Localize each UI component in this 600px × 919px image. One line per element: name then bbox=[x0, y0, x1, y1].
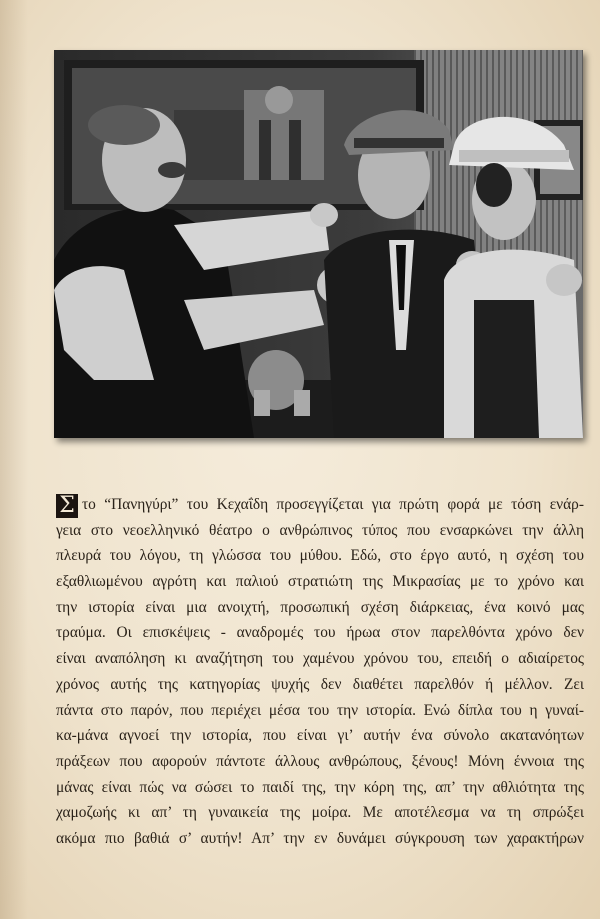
article-line: την ιστορία είναι μια ανοιχτή, προσωπική σχέση διάρκειας, ένα κοινό μας bbox=[56, 598, 584, 616]
article-line: γεια στο νεοελληνικό θέατρο ο ανθρώπινος τύπος που ενσαρκώνει την άλλη bbox=[56, 521, 584, 539]
drop-cap: Σ bbox=[56, 494, 78, 518]
article-line: πλευρά του λόγου, τη γλώσσα του μύθου. Εδώ, στο έργο αυτό, η σχέση του bbox=[56, 547, 584, 565]
article-line: το “Πανηγύρι” του Κεχαΐδη προσεγγίζεται για πρώτη φορά με τόση ενάρ- bbox=[82, 496, 584, 513]
article-line: είναι αναπόληση κι αναζήτηση του χαμένου χρόνου του, επειδή ο αδιαίρετος bbox=[56, 650, 584, 668]
page-gutter-shadow bbox=[0, 0, 28, 919]
article-line: ακόμα πιο βαθιά σ’ αυτήν! Απ’ την εν δυνάμει σύγκρουση των χαρακτήρων bbox=[56, 829, 584, 847]
article-line: χρόνος αυτής της κατηγορίας ψυχής δεν διαθέτει παρελθόν ή μέλλον. Ζει bbox=[56, 675, 584, 693]
article-line: χαμοζωής κι απ’ τη γυναικεία της μοίρα. Με αποτέλεσμα να τη σπρώξει bbox=[56, 804, 584, 822]
article-line: τραύμα. Οι επισκέψεις - αναδρομές του ήρωα στον παρελθόντα χρόνο δεν bbox=[56, 624, 584, 642]
article-line: πάντα στο παρόν, που περιέχει μέσα του την ιστορία. Ενώ δίπλα του η γυναί- bbox=[56, 701, 584, 719]
article-line: κα-μάνα αγνοεί την ιστορία, που είναι γι’ αυτήν ένα σύνολο ακατανόητων bbox=[56, 727, 584, 745]
theatre-scene-photo bbox=[54, 50, 583, 438]
article-line: εξαθλιωμένου αγρότη και παλιού στρατιώτη της Μικρασίας με το χρόνο και bbox=[56, 573, 584, 591]
article-body bbox=[56, 492, 584, 852]
article-line: μάνας είναι πώς να σώσει το παιδί της, την κόρη της, απ’ την αθλιότητα της bbox=[56, 778, 584, 796]
article-line: πράξεων που αφορούν πάντοτε άλλους ανθρώπους, ξένους! Μόνη έννοια της bbox=[56, 752, 584, 770]
